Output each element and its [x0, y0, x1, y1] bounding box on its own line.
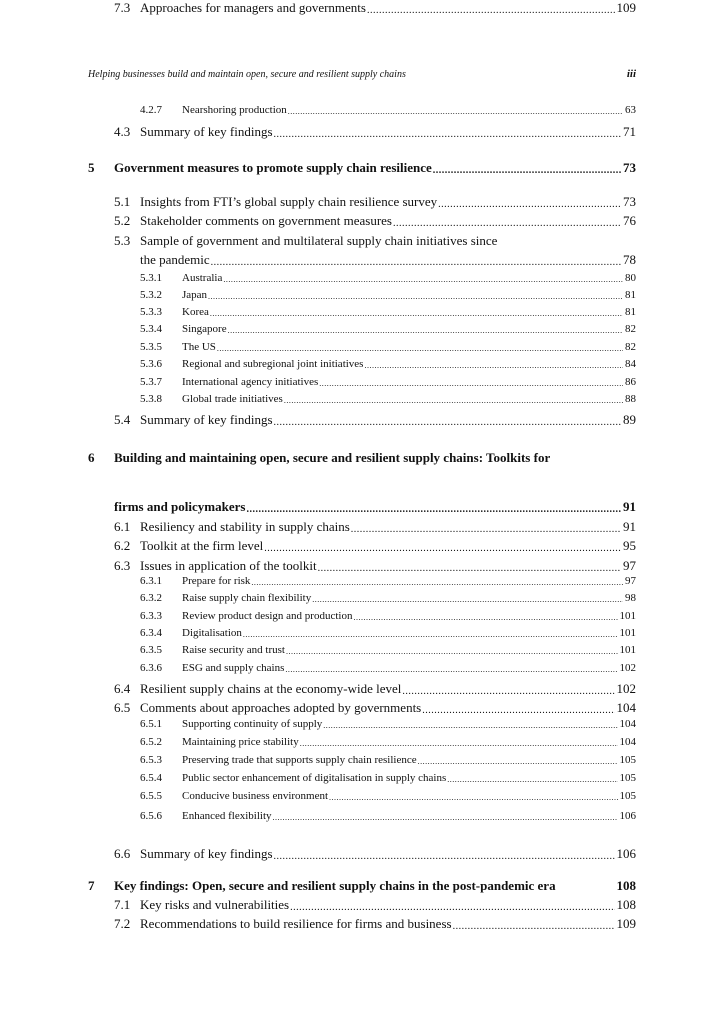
entry-title: ESG and supply chains — [182, 662, 285, 674]
entry-page-number: 109 — [616, 0, 636, 15]
entry-title: Approaches for managers and governments — [140, 0, 366, 15]
dot-leader — [264, 538, 621, 554]
toc-entry-6-3-1[interactable] — [140, 575, 636, 587]
entry-title: The US — [182, 341, 216, 353]
entry-title: Singapore — [182, 323, 227, 335]
entry-page-number: 86 — [625, 376, 636, 388]
toc-entry-6-4[interactable] — [114, 681, 636, 697]
entry-page-number: 73 — [623, 160, 636, 175]
entry-page-number: 109 — [616, 916, 636, 931]
toc-entry-6-5-1[interactable] — [140, 718, 636, 730]
dot-leader — [353, 610, 617, 622]
entry-title: Korea — [182, 306, 209, 318]
entry-number: 6.3.5 — [140, 644, 162, 656]
entry-title-continued: the pandemic — [140, 252, 210, 267]
entry-page-number: 105 — [619, 772, 636, 784]
entry-title: Maintaining price stability — [182, 736, 299, 748]
entry-page-number: 101 — [619, 627, 636, 639]
entry-number: 6.5.2 — [140, 736, 162, 748]
entry-page-number: 97 — [623, 558, 636, 573]
dot-leader — [246, 499, 621, 515]
toc-entry-6-5-6[interactable] — [140, 810, 636, 822]
entry-page-number: 80 — [625, 272, 636, 284]
entry-number: 5.3.3 — [140, 306, 162, 318]
entry-number: 6.6 — [114, 846, 131, 861]
entry-number: 6 — [88, 450, 95, 465]
entry-page-number: 98 — [625, 592, 636, 604]
toc-entry-6-1[interactable] — [114, 519, 636, 535]
entry-page-number: 84 — [625, 358, 636, 370]
entry-title: Nearshoring production — [182, 104, 287, 116]
dot-leader — [274, 412, 621, 428]
entry-page-number: 82 — [625, 323, 636, 335]
entry-title: Digitalisation — [182, 627, 242, 639]
entry-title: Preserving trade that supports supply chain resilience — [182, 754, 417, 766]
toc-entry-4-3[interactable] — [114, 124, 636, 140]
entry-title: Enhanced flexibility — [182, 810, 272, 822]
toc-entry-6-5-2[interactable] — [140, 736, 636, 748]
entry-title: Review product design and production — [182, 610, 353, 622]
toc-entry-5-3-cont[interactable] — [140, 252, 636, 268]
dot-leader — [210, 306, 623, 318]
entry-title: Issues in application of the toolkit — [140, 558, 317, 573]
entry-title: Toolkit at the firm level — [140, 538, 264, 553]
entry-page-number: 104 — [616, 700, 636, 715]
entry-number: 6.3.6 — [140, 662, 162, 674]
toc-entry-5-1[interactable] — [114, 194, 636, 210]
dot-leader — [329, 790, 617, 802]
entry-title: Raise supply chain flexibility — [182, 592, 312, 604]
dot-leader — [274, 124, 621, 140]
toc-entry-6-2[interactable] — [114, 538, 636, 554]
toc-entry-5-3-3[interactable] — [140, 306, 636, 318]
entry-title: Summary of key findings — [140, 124, 273, 139]
entry-page-number: 91 — [623, 519, 636, 534]
entry-number: 7.1 — [114, 897, 131, 912]
entry-number: 5.3.1 — [140, 272, 162, 284]
dot-leader — [223, 272, 623, 284]
entry-number: 6.5.3 — [140, 754, 162, 766]
entry-page-number: 104 — [619, 736, 636, 748]
entry-page-number: 101 — [619, 644, 636, 656]
entry-number: 6.3.3 — [140, 610, 162, 622]
running-title: Helping businesses build and maintain open, secure and resilient supply chains — [88, 69, 406, 80]
entry-page-number: 76 — [623, 213, 636, 228]
entry-title: Recommendations to build resilience for firms and business — [140, 916, 452, 931]
entry-title: Regional and subregional joint initiatives — [182, 358, 364, 370]
entry-title: Key findings: Open, secure and resilient supply chains in the post-pandemic era — [114, 878, 556, 893]
toc-entry-5-3-4[interactable] — [140, 323, 636, 335]
entry-number: 6.5 — [114, 700, 131, 715]
entry-title: Prepare for risk — [182, 575, 251, 587]
header-page-number: iii — [626, 68, 636, 80]
dot-leader — [274, 846, 615, 862]
entry-number: 5.3.7 — [140, 376, 162, 388]
entry-number: 5.4 — [114, 412, 131, 427]
entry-page-number: 78 — [623, 252, 636, 267]
toc-entry-7-1[interactable] — [114, 897, 636, 913]
dot-leader — [208, 289, 623, 301]
entry-number: 6.3.4 — [140, 627, 162, 639]
dot-leader — [393, 213, 621, 229]
entry-title: Japan — [182, 289, 208, 301]
dot-leader — [367, 0, 615, 16]
toc-entry-6-6[interactable] — [114, 846, 636, 862]
entry-number: 6.4 — [114, 681, 131, 696]
entry-title: Stakeholder comments on government measures — [140, 213, 392, 228]
dot-leader — [285, 662, 617, 674]
dot-leader — [273, 810, 618, 822]
entry-title: Insights from FTI’s global supply chain resilience survey — [140, 194, 438, 209]
entry-page-number: 91 — [623, 499, 636, 514]
toc-entry-6-3-4[interactable] — [140, 627, 636, 639]
entry-title: Summary of key findings — [140, 412, 273, 427]
entry-page-number: 105 — [619, 790, 636, 802]
entry-title: Comments about approaches adopted by governments — [140, 700, 422, 715]
toc-entry-5-3-8[interactable] — [140, 393, 636, 405]
entry-page-number: 106 — [616, 846, 636, 861]
toc-entry-6-3-6[interactable] — [140, 662, 636, 674]
dot-leader — [422, 700, 614, 716]
entry-page-number: 101 — [619, 610, 636, 622]
toc-entry-4-2-7[interactable] — [140, 104, 636, 116]
entry-number: 7.2 — [114, 916, 131, 931]
entry-number: 6.5.6 — [140, 810, 162, 822]
toc-entry-6-3[interactable] — [114, 558, 636, 574]
entry-title-continued: firms and policymakers — [114, 499, 246, 514]
entry-title: Resiliency and stability in supply chains — [140, 519, 350, 534]
toc-entry-5-4[interactable] — [114, 412, 636, 428]
entry-page-number: 97 — [625, 575, 636, 587]
entry-title: Supporting continuity of supply — [182, 718, 323, 730]
dot-leader — [364, 358, 623, 370]
entry-page-number: 63 — [625, 104, 636, 116]
entry-title: Summary of key findings — [140, 846, 273, 861]
entry-title: Government measures to promote supply chain resilience — [114, 160, 432, 175]
dot-leader — [243, 627, 618, 639]
dot-leader — [217, 341, 623, 353]
entry-number: 5.3.4 — [140, 323, 162, 335]
entry-title: International agency initiatives — [182, 376, 319, 388]
toc-entry-6-3-2[interactable] — [140, 592, 636, 604]
dot-leader — [211, 252, 621, 268]
entry-number: 7.3 — [114, 0, 131, 15]
entry-number: 5.3.8 — [140, 393, 162, 405]
dot-leader — [300, 736, 618, 748]
entry-page-number: 88 — [625, 393, 636, 405]
toc-entry-6-5-4[interactable] — [140, 772, 636, 784]
entry-number: 5.2 — [114, 213, 131, 228]
toc-entry-6[interactable] — [88, 450, 636, 466]
entry-page-number: 108 — [616, 897, 636, 912]
toc-entry-6-5[interactable] — [114, 700, 636, 716]
entry-number: 4.3 — [114, 124, 131, 139]
toc-entry-6-5-5[interactable] — [140, 790, 636, 802]
dot-leader — [433, 160, 621, 176]
dot-leader — [323, 718, 617, 730]
entry-number: 5 — [88, 160, 95, 175]
entry-title: Key risks and vulnerabilities — [140, 897, 290, 912]
dot-leader — [319, 376, 623, 388]
toc-entry-6-3-3[interactable] — [140, 610, 636, 622]
toc-entry-5-3-5[interactable] — [140, 341, 636, 353]
entry-page-number: 106 — [619, 810, 636, 822]
entry-page-number: 81 — [625, 289, 636, 301]
entry-number: 7 — [88, 878, 95, 893]
dot-leader — [438, 194, 621, 210]
entry-number: 6.3.2 — [140, 592, 162, 604]
entry-number: 6.5.5 — [140, 790, 162, 802]
dot-leader — [318, 558, 621, 574]
entry-page-number: 81 — [625, 306, 636, 318]
dot-leader — [312, 592, 623, 604]
dot-leader — [290, 897, 614, 913]
entry-page-number: 102 — [616, 681, 636, 696]
entry-page-number: 82 — [625, 341, 636, 353]
toc-entry-5-3-7[interactable] — [140, 376, 636, 388]
entry-title: Sample of government and multilateral supply chain initiatives since — [140, 233, 498, 248]
entry-page-number: 102 — [619, 662, 636, 674]
entry-number: 6.3.1 — [140, 575, 162, 587]
dot-leader — [251, 575, 623, 587]
dot-leader — [351, 519, 621, 535]
toc-entry-5-3[interactable] — [114, 233, 636, 249]
entry-title: Public sector enhancement of digitalisation in supply chains — [182, 772, 447, 784]
entry-page-number: 105 — [619, 754, 636, 766]
entry-page-number: 108 — [616, 878, 636, 893]
toc-entry-7-3[interactable] — [114, 0, 636, 16]
entry-number: 6.5.1 — [140, 718, 162, 730]
dot-leader — [228, 323, 623, 335]
toc-entry-5[interactable] — [88, 160, 636, 176]
toc-entry-5-3-6[interactable] — [140, 358, 636, 370]
dot-leader — [418, 754, 618, 766]
entry-number: 5.3.2 — [140, 289, 162, 301]
entry-number: 5.1 — [114, 194, 131, 209]
toc-entry-5-3-2[interactable] — [140, 289, 636, 301]
entry-title: Australia — [182, 272, 223, 284]
entry-number: 6.2 — [114, 538, 131, 553]
dot-leader — [286, 644, 618, 656]
entry-title: Resilient supply chains at the economy-wide level — [140, 681, 402, 696]
entry-number: 6.1 — [114, 519, 131, 534]
dot-leader — [453, 916, 615, 932]
entry-number: 6.3 — [114, 558, 131, 573]
entry-title: Global trade initiatives — [182, 393, 283, 405]
entry-page-number: 95 — [623, 538, 636, 553]
entry-title: Conducive business environment — [182, 790, 329, 802]
dot-leader — [284, 393, 623, 405]
entry-number: 4.2.7 — [140, 104, 162, 116]
entry-page-number: 89 — [623, 412, 636, 427]
toc-entry-6-cont[interactable] — [114, 499, 636, 515]
dot-leader — [402, 681, 614, 697]
entry-number: 5.3.5 — [140, 341, 162, 353]
entry-page-number: 104 — [619, 718, 636, 730]
toc-entry-6-5-3[interactable] — [140, 754, 636, 766]
dot-leader — [447, 772, 617, 784]
entry-page-number: 71 — [623, 124, 636, 139]
entry-number: 5.3.6 — [140, 358, 162, 370]
entry-number: 6.5.4 — [140, 772, 162, 784]
entry-title: Building and maintaining open, secure and resilient supply chains: Toolkits for — [114, 450, 551, 465]
toc-entry-7[interactable] — [88, 878, 636, 894]
toc-entry-7-2[interactable] — [114, 916, 636, 932]
toc-entry-5-3-1[interactable] — [140, 272, 636, 284]
toc-entry-6-3-5[interactable] — [140, 644, 636, 656]
entry-title: Raise security and trust — [182, 644, 285, 656]
entry-number: 5.3 — [114, 233, 131, 248]
dot-leader — [288, 104, 623, 116]
entry-page-number: 73 — [623, 194, 636, 209]
toc-entry-5-2[interactable] — [114, 213, 636, 229]
